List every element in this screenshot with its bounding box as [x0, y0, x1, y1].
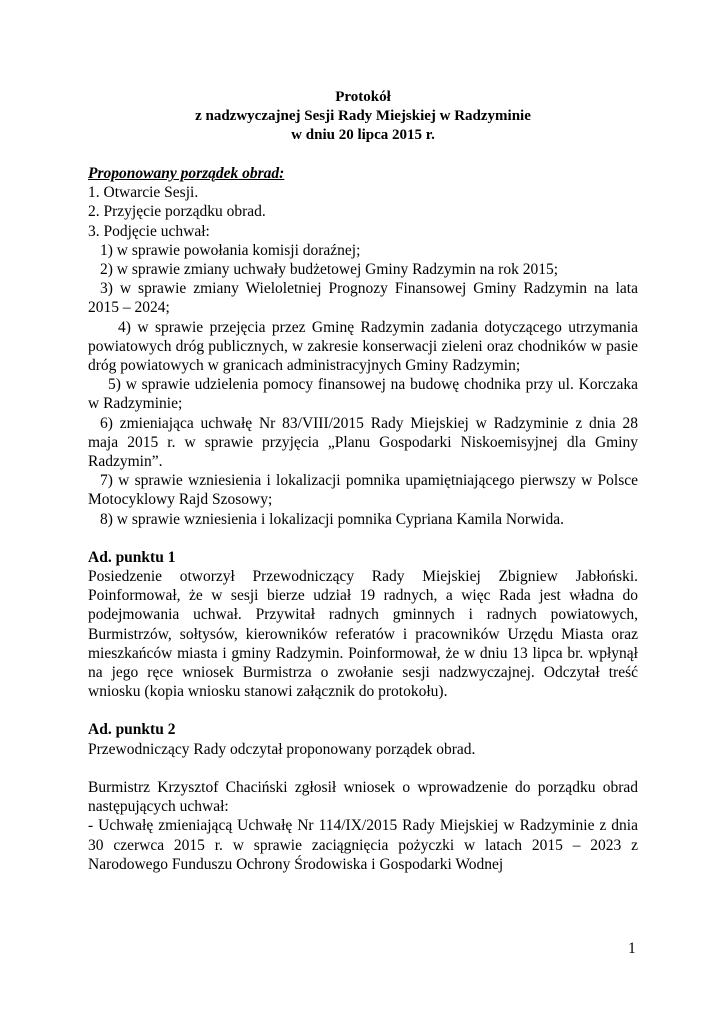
- agenda-subitem: 8) w sprawie wzniesienia i lokalizacji pomnika Cypriana Kamila Norwida.: [100, 510, 564, 528]
- agenda-item: 2. Przyjęcie porządku obrad.: [88, 203, 266, 221]
- section-paragraph-ad1: Posiedzenie otworzył Przewodniczący Rady Miejskiej Zbigniew Jabłoński. Poinformował, że w sesji bierze udział 19 radnych, a więc Rada jest władna do podejmowania uchwał. Przywitał radnych gminnych i radnych powiatowych, Burmistrzów, sołtysów, kierowników referatów i pracowników Urzędu Miasta oraz mieszkańców miasta i gminy Radzymin. Poinformował, że w dniu 13 lipca br. wpłynął na jego ręce wniosek Burmistrza o zwołanie sesji nadzwyczajnej. Odczytał treść wniosku (kopia wniosku stanowi załącznik do protokołu).: [88, 568, 638, 701]
- agenda-subitem: 2) w sprawie zmiany uchwały budżetowej Gminy Radzymin na rok 2015;: [100, 261, 558, 279]
- section-paragraph-ad2-resolution: - Uchwałę zmieniającą Uchwałę Nr 114/IX/2015 Rady Miejskiej w Radzyminie z dnia 30 czerwca 2015 r. w sprawie zaciągnięcia pożyczki w latach 2015 – 2023 z Narodowego Funduszu Ochrony Środowiska i Gospodarki Wodnej: [88, 817, 638, 873]
- section-heading-ad2: Ad. punktu 2: [88, 721, 176, 739]
- agenda-subitem: 5) w sprawie udzielenia pomocy finansowej na budowę chodnika przy ul. Korczaka w Radzyminie;: [88, 376, 638, 413]
- agenda-item: 1. Otwarcie Sesji.: [88, 184, 199, 202]
- agenda-subitem: 4) w sprawie przejęcia przez Gminę Radzymin zadania dotyczącego utrzymania powiatowych dróg publicznych, w zakresie konserwacji zieleni oraz chodników w pasie dróg powiatowych w granicach administracyjnych Gminy Radzymin;: [88, 318, 638, 375]
- title-line-1: Protokół: [335, 89, 391, 105]
- agenda-subitem: 6) zmieniająca uchwałę Nr 83/VIII/2015 Rady Miejskiej w Radzyminie z dnia 28 maja 2015 r. w sprawie przyjęcia „Planu Gospodarki Niskoemisyjnej dla Gminy Radzymin”.: [88, 414, 638, 471]
- page-number: 1: [628, 940, 636, 957]
- agenda-heading: Proponowany porządek obrad:: [88, 165, 285, 182]
- section-heading-ad1: Ad. punktu 1: [88, 548, 176, 566]
- agenda-subitem: 3) w sprawie zmiany Wieloletniej Prognozy Finansowej Gminy Radzymin na lata 2015 – 2024;: [88, 280, 638, 317]
- title-line-2: z nadzwyczajnej Sesji Rady Miejskiej w Radzyminie: [195, 108, 531, 124]
- agenda-subitem: 7) w sprawie wzniesienia i lokalizacji pomnika upamiętniającego pierwszy w Polsce Motocyklowy Rajd Szosowy;: [88, 472, 638, 509]
- title-line-3: w dniu 20 lipca 2015 r.: [291, 127, 435, 143]
- section-paragraph-ad2: Przewodniczący Rady odczytał proponowany porządek obrad.: [88, 740, 476, 758]
- document-page: [88, 88, 638, 874]
- document-title: [88, 88, 638, 145]
- agenda-subitem: 1) w sprawie powołania komisji doraźnej;: [100, 241, 361, 259]
- agenda-item: 3. Podjęcie uchwał:: [88, 222, 210, 240]
- section-paragraph-ad2-proposal: Burmistrz Krzysztof Chaciński zgłosił wniosek o wprowadzenie do porządku obrad następujących uchwał:: [88, 778, 638, 816]
